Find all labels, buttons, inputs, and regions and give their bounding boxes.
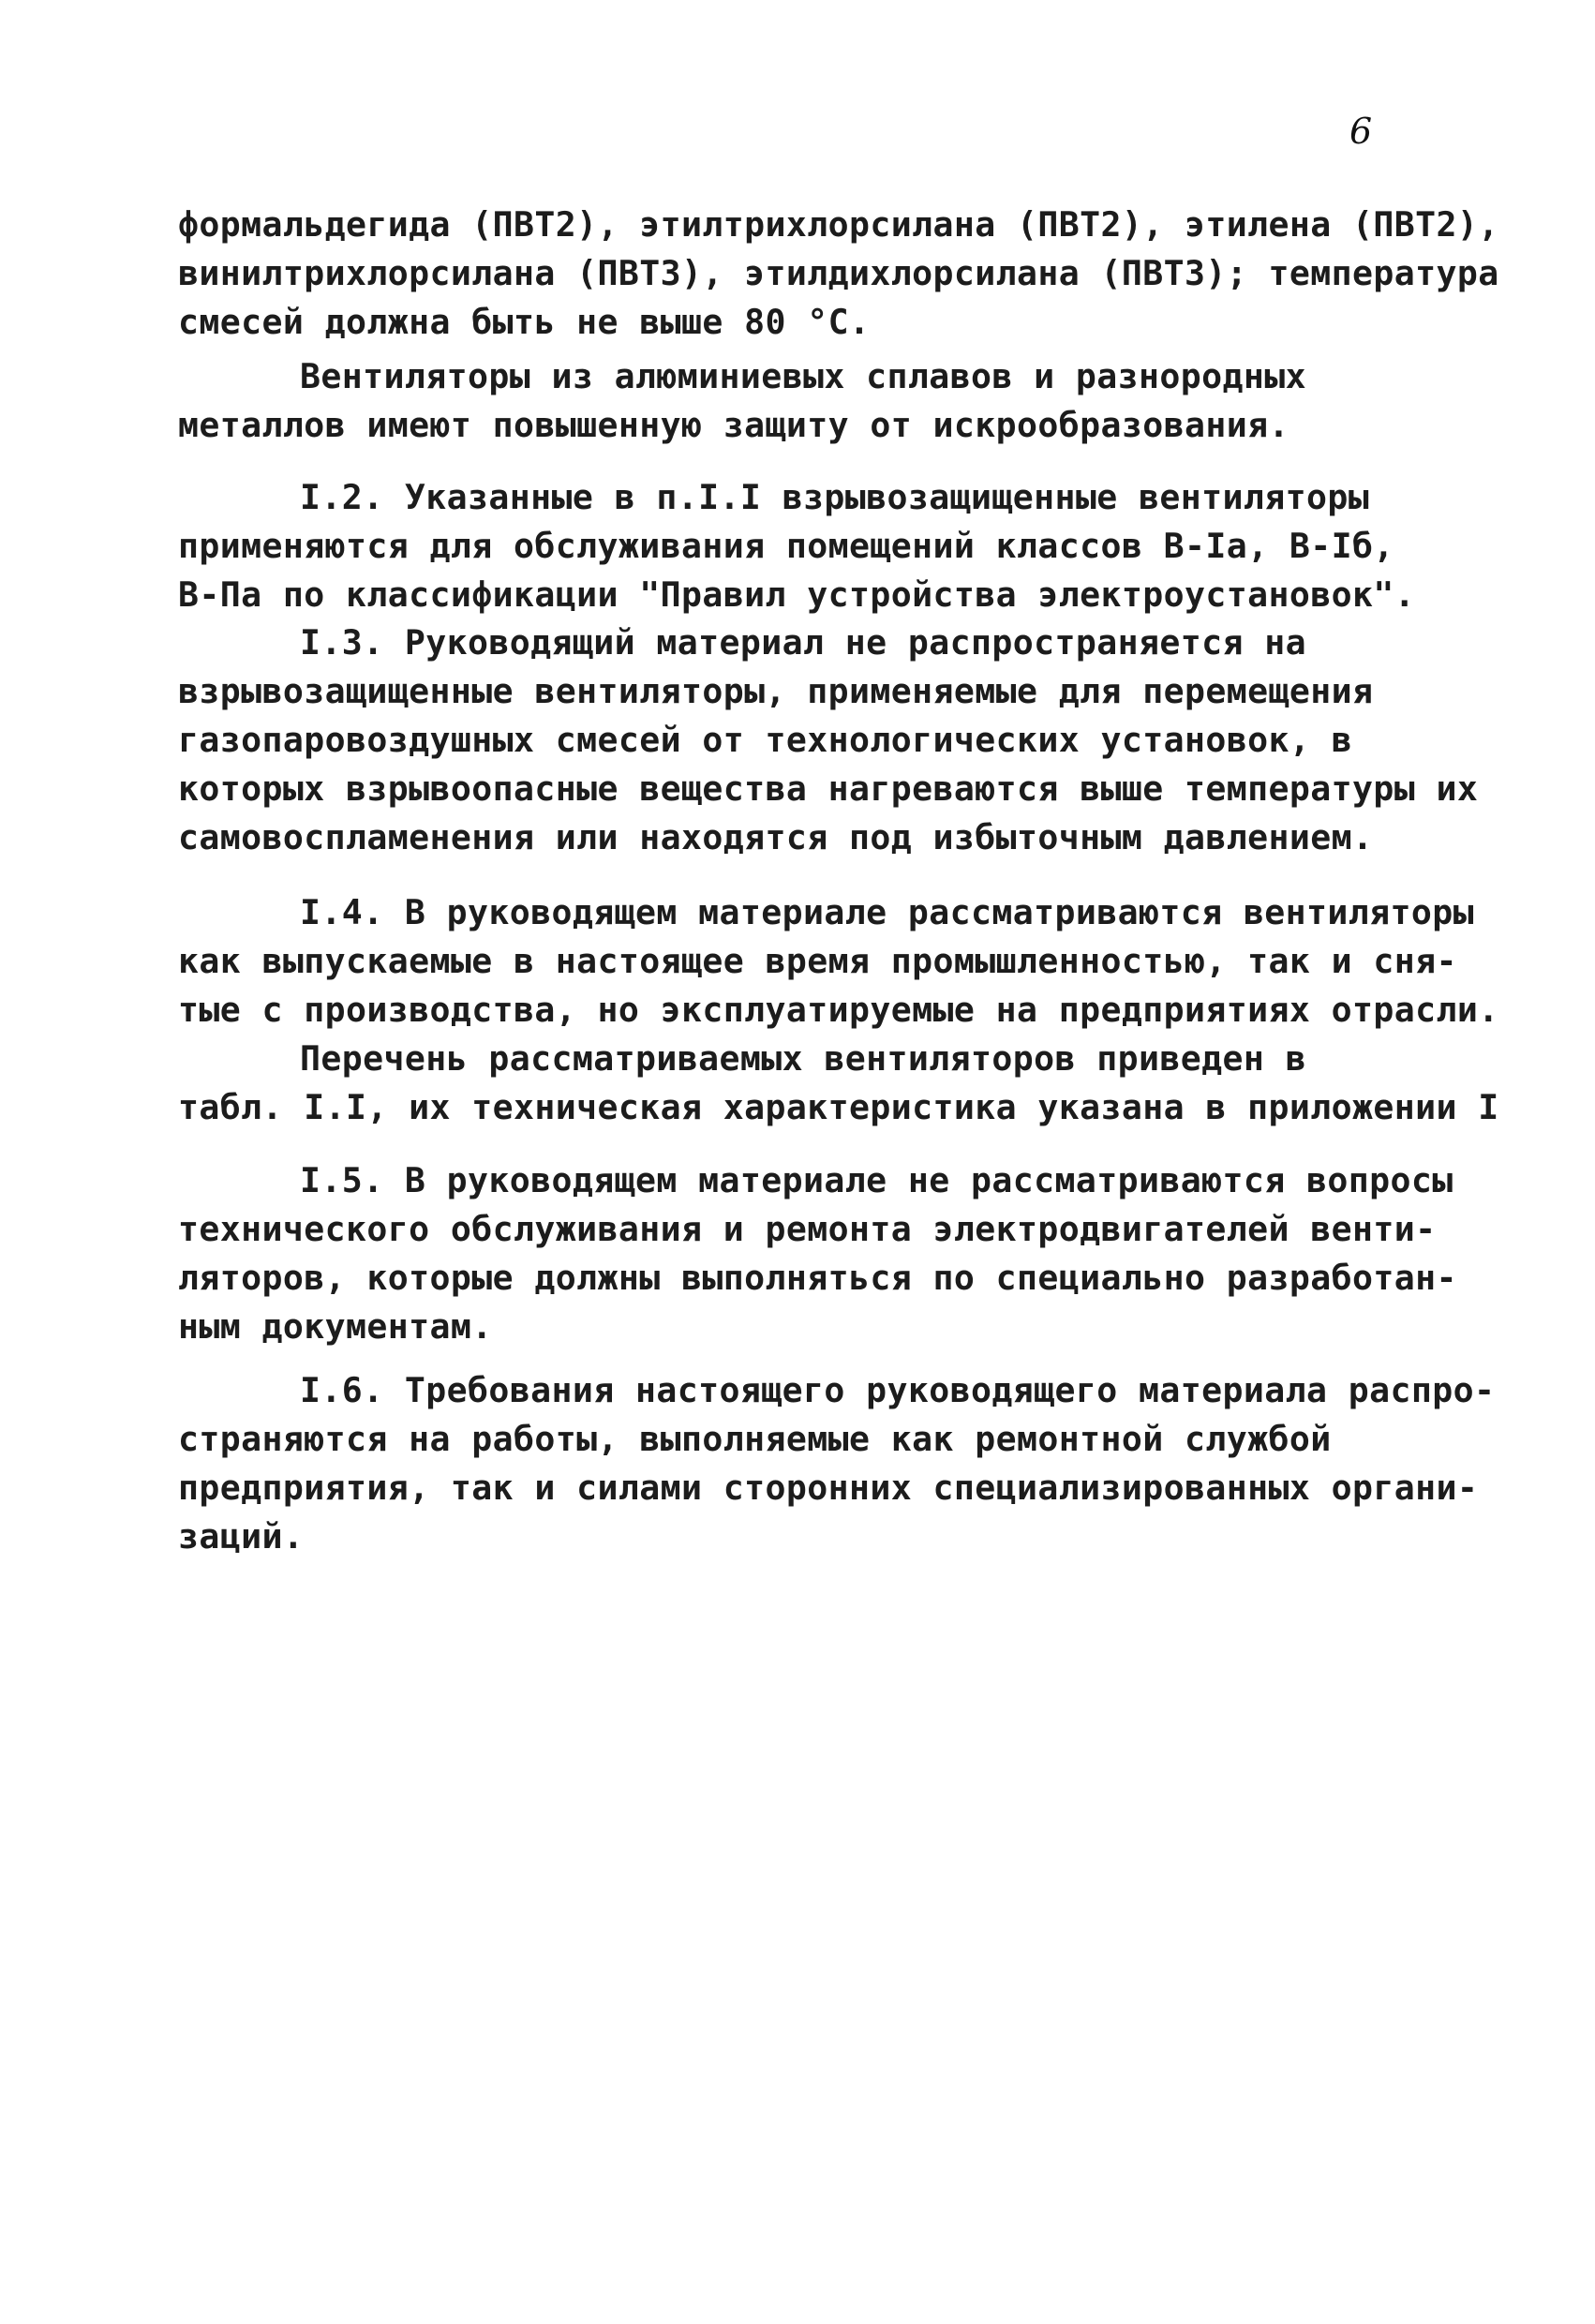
paragraph-1-4 xyxy=(178,888,1499,1132)
text-line: заций. xyxy=(178,1516,305,1557)
text-line: I.6. Требования настоящего руководящего материала распро- xyxy=(300,1370,1496,1410)
text-line: I.4. В руководящем материале рассматриваются вентиляторы xyxy=(300,892,1474,932)
text-line: табл. I.I, их техническая характеристика указана в приложении I xyxy=(178,1087,1499,1127)
text-line: Перечень рассматриваемых вентиляторов приведен в xyxy=(300,1038,1306,1079)
text-line: I.3. Руководящий материал не распространяется на xyxy=(300,622,1306,663)
paragraph-continuation xyxy=(178,201,1499,347)
text-line: применяются для обслуживания помещений классов В-Iа, В-Iб, xyxy=(178,526,1394,566)
text-line: предприятия, так и силами сторонних специализированных органи- xyxy=(178,1467,1479,1508)
text-line: ляторов, которые должны выполняться по специально разработан- xyxy=(178,1258,1457,1298)
text-line: винилтрихлорсилана (ПВТ3), этилдихлорсилана (ПВТ3); температура xyxy=(178,253,1499,293)
paragraph-aluminium-fans xyxy=(178,352,1471,450)
paragraph-1-5 xyxy=(178,1156,1471,1351)
text-line: самовоспламенения или находятся под избыточным давлением. xyxy=(178,817,1374,857)
text-line: тые с производства, но эксплуатируемые на предприятиях отрасли. xyxy=(178,990,1499,1030)
paragraph-1-3 xyxy=(178,618,1479,862)
text-line: металлов имеют повышенную защиту от искрообразования. xyxy=(178,405,1289,445)
paragraph-1-2 xyxy=(178,473,1471,619)
text-line: как выпускаемые в настоящее время промышленностью, так и сня- xyxy=(178,941,1457,981)
text-line: взрывозащищенные вентиляторы, применяемые для перемещения xyxy=(178,671,1374,711)
text-line: I.2. Указанные в п.I.I взрывозащищенные вентиляторы xyxy=(300,477,1370,517)
text-line: ным документам. xyxy=(178,1306,493,1347)
text-line: которых взрывоопасные вещества нагреваются выше температуры их xyxy=(178,768,1479,809)
text-line: формальдегида (ПВТ2), этилтрихлорсилана (ПВТ2), этилена (ПВТ2), xyxy=(178,204,1499,245)
text-line: технического обслуживания и ремонта электродвигателей венти- xyxy=(178,1209,1437,1249)
text-line: В-Пa по классификации "Правил устройства электроустановок". xyxy=(178,574,1416,615)
text-line: страняются на работы, выполняемые как ремонтной службой xyxy=(178,1419,1332,1459)
page-number: 6 xyxy=(1349,111,1373,152)
text-line: I.5. В руководящем материале не рассматриваются вопросы xyxy=(300,1160,1453,1200)
text-line: Вентиляторы из алюминиевых сплавов и разнородных xyxy=(300,356,1306,396)
text-line: газопаровоздушных смесей от технологических установок, в xyxy=(178,720,1352,760)
paragraph-1-6 xyxy=(178,1366,1496,1561)
text-line: смесей должна быть не выше 80 °С. xyxy=(178,302,871,342)
